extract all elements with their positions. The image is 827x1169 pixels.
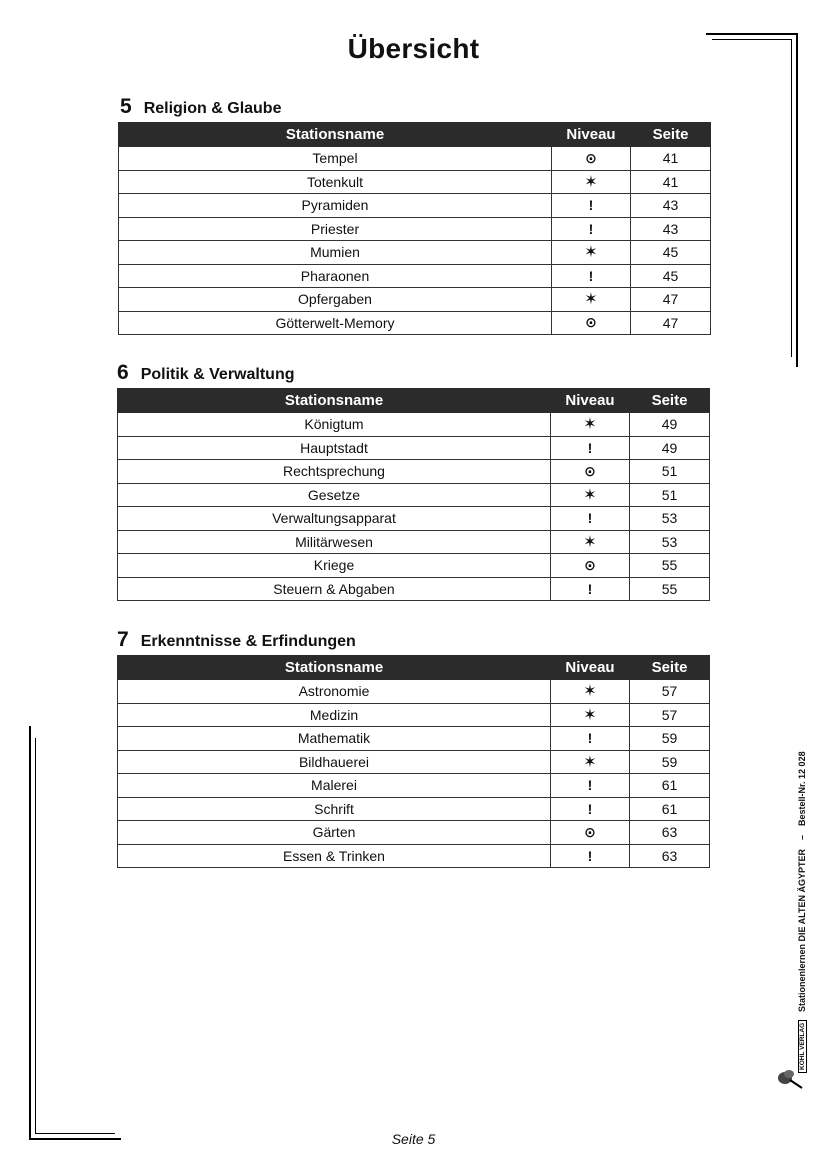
page-number-cell: 43 xyxy=(631,217,711,241)
star-level-icon: ✶ xyxy=(583,683,597,701)
station-table xyxy=(117,655,710,868)
table-row xyxy=(118,507,710,531)
table-row xyxy=(118,577,710,601)
station-table xyxy=(117,388,710,601)
target-level-icon: ⊙ xyxy=(585,149,597,166)
column-header-level: Niveau xyxy=(551,389,630,413)
exclamation-level-icon: ! xyxy=(588,267,594,284)
page-number-cell: 57 xyxy=(630,703,710,727)
frame-top-right-v2 xyxy=(791,39,792,357)
page-number-cell: 55 xyxy=(630,554,710,578)
page-number-cell: 59 xyxy=(630,727,710,751)
exclamation-level-icon: ! xyxy=(587,777,593,794)
page-number-cell: 47 xyxy=(631,288,711,312)
station-name: Totenkult xyxy=(119,170,552,194)
level-cell xyxy=(551,413,630,437)
level-cell xyxy=(551,530,630,554)
level-cell xyxy=(551,703,630,727)
station-name: Pyramiden xyxy=(119,194,552,218)
star-level-icon: ✶ xyxy=(583,753,597,771)
table-row xyxy=(119,170,711,194)
station-name: Kriege xyxy=(118,554,551,578)
station-name: Militärwesen xyxy=(118,530,551,554)
level-cell xyxy=(552,194,631,218)
page-number-cell: 41 xyxy=(631,147,711,171)
exclamation-level-icon: ! xyxy=(587,847,593,864)
station-name: Tempel xyxy=(119,147,552,171)
table-row xyxy=(118,554,710,578)
level-cell xyxy=(551,577,630,601)
station-name: Rechtsprechung xyxy=(118,460,551,484)
table-row xyxy=(119,264,711,288)
table-row xyxy=(118,460,710,484)
page-number-cell: 63 xyxy=(630,821,710,845)
exclamation-level-icon: ! xyxy=(587,800,593,817)
level-cell xyxy=(551,436,630,460)
table-row xyxy=(118,821,710,845)
level-cell xyxy=(551,554,630,578)
column-header-level: Niveau xyxy=(551,656,630,680)
table-row xyxy=(119,241,711,265)
star-level-icon: ✶ xyxy=(584,244,598,262)
table-row xyxy=(118,774,710,798)
column-header-name: Stationsname xyxy=(118,389,551,413)
exclamation-level-icon: ! xyxy=(587,730,593,747)
page-number-cell: 41 xyxy=(631,170,711,194)
level-cell xyxy=(551,507,630,531)
exclamation-level-icon: ! xyxy=(587,580,593,597)
page-number-cell: 45 xyxy=(631,264,711,288)
frame-bottom-left-v2 xyxy=(35,738,36,1134)
table-header-row xyxy=(118,389,710,413)
order-number: Bestell-Nr. 12 028 xyxy=(797,751,807,826)
table-row xyxy=(118,750,710,774)
station-name: Mathematik xyxy=(118,727,551,751)
table-row xyxy=(118,797,710,821)
separator: – xyxy=(797,834,807,840)
column-header-page: Seite xyxy=(631,123,711,147)
table-row xyxy=(118,680,710,704)
station-name: Malerei xyxy=(118,774,551,798)
section-title: Erkenntnisse & Erfindungen xyxy=(140,633,356,650)
page-number-cell: 51 xyxy=(630,483,710,507)
level-cell xyxy=(552,147,631,171)
page-number-cell: 49 xyxy=(630,413,710,437)
level-cell xyxy=(551,460,630,484)
column-header-page: Seite xyxy=(630,656,710,680)
page-number: Seite 5 xyxy=(391,1131,436,1147)
page-number-cell: 61 xyxy=(630,774,710,798)
column-header-level: Niveau xyxy=(552,123,631,147)
station-table xyxy=(118,122,711,335)
level-cell xyxy=(552,217,631,241)
page-number-cell: 61 xyxy=(630,797,710,821)
level-cell xyxy=(552,241,631,265)
level-cell xyxy=(551,750,630,774)
table-header-row xyxy=(118,656,710,680)
station-name: Opfergaben xyxy=(119,288,552,312)
star-level-icon: ✶ xyxy=(583,416,597,434)
page-number-cell: 57 xyxy=(630,680,710,704)
table-row xyxy=(119,217,711,241)
section-heading xyxy=(117,361,295,385)
station-name: Gärten xyxy=(118,821,551,845)
level-cell xyxy=(551,680,630,704)
page-number-cell: 51 xyxy=(630,460,710,484)
station-name: Pharaonen xyxy=(119,264,552,288)
section-number: 6 xyxy=(117,361,129,384)
level-cell xyxy=(551,483,630,507)
section-title: Religion & Glaube xyxy=(143,100,282,117)
level-cell xyxy=(552,264,631,288)
station-name: Verwaltungsapparat xyxy=(118,507,551,531)
column-header-name: Stationsname xyxy=(119,123,552,147)
level-cell xyxy=(552,170,631,194)
level-cell xyxy=(551,821,630,845)
table-header-row xyxy=(119,123,711,147)
page-number-cell: 63 xyxy=(630,844,710,868)
exclamation-level-icon: ! xyxy=(588,220,594,237)
star-level-icon: ✶ xyxy=(583,486,597,504)
station-name: Hauptstadt xyxy=(118,436,551,460)
section-heading xyxy=(117,628,356,652)
target-level-icon: ⊙ xyxy=(584,823,596,840)
star-level-icon: ✶ xyxy=(584,291,598,309)
page-number-cell: 43 xyxy=(631,194,711,218)
station-name: Schrift xyxy=(118,797,551,821)
table-row xyxy=(118,844,710,868)
column-header-name: Stationsname xyxy=(118,656,551,680)
table-row xyxy=(118,413,710,437)
table-row xyxy=(118,530,710,554)
station-name: Bildhauerei xyxy=(118,750,551,774)
page-number-cell: 55 xyxy=(630,577,710,601)
station-name: Mumien xyxy=(119,241,552,265)
page-number-cell: 45 xyxy=(631,241,711,265)
star-level-icon: ✶ xyxy=(583,706,597,724)
page-number-cell: 59 xyxy=(630,750,710,774)
section-title: Politik & Verwaltung xyxy=(140,366,295,383)
station-name: Königtum xyxy=(118,413,551,437)
table-row xyxy=(119,147,711,171)
level-cell xyxy=(551,797,630,821)
frame-top-right-v1 xyxy=(796,33,798,367)
level-cell xyxy=(551,844,630,868)
table-row xyxy=(118,483,710,507)
table-row xyxy=(118,436,710,460)
section-number: 7 xyxy=(117,628,129,651)
publisher-name: KOHL VERLAG xyxy=(798,1020,807,1073)
station-name: Priester xyxy=(119,217,552,241)
section-number: 5 xyxy=(120,95,132,118)
exclamation-level-icon: ! xyxy=(588,197,594,214)
table-row xyxy=(119,194,711,218)
level-cell xyxy=(552,288,631,312)
page-number-cell: 49 xyxy=(630,436,710,460)
star-level-icon: ✶ xyxy=(584,173,598,191)
station-name: Astronomie xyxy=(118,680,551,704)
section-heading xyxy=(120,95,281,119)
series-title: Stationenlernen DIE ALTEN ÄGYPTER xyxy=(797,848,807,1012)
page-number-cell: 47 xyxy=(631,311,711,335)
column-header-page: Seite xyxy=(630,389,710,413)
station-name: Steuern & Abgaben xyxy=(118,577,551,601)
table-row xyxy=(119,311,711,335)
table-row xyxy=(118,727,710,751)
exclamation-level-icon: ! xyxy=(587,510,593,527)
side-imprint xyxy=(797,751,807,1012)
table-row xyxy=(118,703,710,727)
target-level-icon: ⊙ xyxy=(584,462,596,479)
station-name: Essen & Trinken xyxy=(118,844,551,868)
page-number-cell: 53 xyxy=(630,530,710,554)
exclamation-level-icon: ! xyxy=(587,439,593,456)
station-name: Gesetze xyxy=(118,483,551,507)
frame-bottom-left-v1 xyxy=(29,726,31,1140)
level-cell xyxy=(551,774,630,798)
level-cell xyxy=(552,311,631,335)
station-name: Götterwelt-Memory xyxy=(119,311,552,335)
star-level-icon: ✶ xyxy=(583,533,597,551)
station-name: Medizin xyxy=(118,703,551,727)
target-level-icon: ⊙ xyxy=(584,556,596,573)
table-row xyxy=(119,288,711,312)
page-number-cell: 53 xyxy=(630,507,710,531)
target-level-icon: ⊙ xyxy=(585,314,597,331)
page-title: Übersicht xyxy=(347,33,480,64)
level-cell xyxy=(551,727,630,751)
